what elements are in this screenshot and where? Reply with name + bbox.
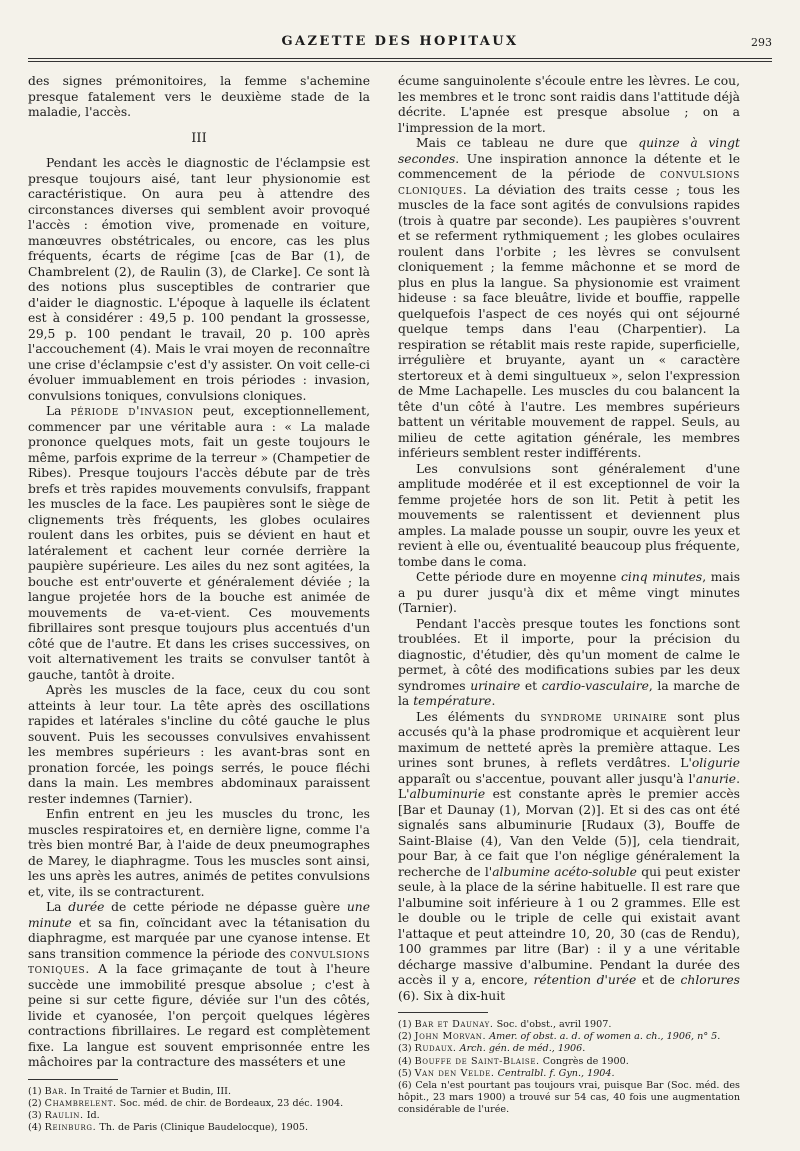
footnote: (1) Bar. In Traité de Tarnier et Budin, III. bbox=[28, 1085, 232, 1097]
paragraph: Pendant les accès le diagnostic de l'éclampsie est presque toujours aisé, tant leur physionomie est caractéristique. On aura peu à attendre des circonstances diverses qui semblent avoir provoqué l'accès : émotion vive, promenade en voiture, manœuvres obstétricales, ou encore, cas les plus fréquents, écarts de régime [cas de Bar (1), de Chambrelent (2), de Raulin (3), de Clarke]. Ce sont là des notions plus susceptibles de contrarier que d'aider le diagnostic. L'époque à laquelle ils éclatent est à considérer : 49,5 p. 100 pendant la grossesse, 29,5 p. 100 pendant le travail, 20 p. 100 après l'accouchement (4). Mais le vrai moyen de reconnaître une crise d'éclampsie c'est d'y assister. On voit celle-ci évoluer immuablement en trois périodes : invasion, convulsions toniques, convulsions cloniques. bbox=[28, 156, 370, 403]
footnote: (6) Cela n'est pourtant pas toujours vrai, puisque Bar (Soc. méd. des hôpit., 23 mars 1900) a trouvé sur 54 cas, 40 fois une augmentation considérable de l'urée. bbox=[398, 1080, 740, 1116]
paragraph: des signes prémonitoires, la femme s'achemine presque fatalement vers le deuxième stade de la maladie, l'accès. bbox=[28, 74, 370, 119]
paragraph: La durée de cette période ne dépasse guère une minute et sa fin, coïncidant avec la tétanisation du diaphragme, est marquée par une cyanose intense. Et sans transition commence la période des convulsions toniques. A la face grimaçante de tout à l'heure succède une immobilité presque absolue ; c'est à peine si sur cette figure, déviée sur l'un des côtés, livide et cyanosée, l'on perçoit quelques légères contractions fibrillaires. Le regard est complètement fixe. La langue est souvent emprisonnée entre les mâchoires par la contracture des masséters et une bbox=[28, 900, 370, 1069]
term: convulsions toniques bbox=[28, 946, 370, 976]
header-rule-top bbox=[28, 58, 772, 59]
footnote: (4) Reinburg. Th. de Paris (Clinique Baudelocque), 1905. bbox=[28, 1122, 309, 1134]
section-number: III bbox=[191, 130, 207, 146]
right-column bbox=[398, 74, 741, 1116]
left-column bbox=[28, 74, 370, 1134]
footnote: (2) Chambrelent. Soc. méd. de chir. de Bordeaux, 23 déc. 1904. bbox=[28, 1097, 344, 1109]
paragraph: Pendant l'accès presque toutes les fonctions sont troublées. Et il importe, pour la précision du diagnostic, d'étudier, dès qu'un moment de calme le permet, à côté des modifications subies par les deux syndromes urinaire et cardio-vasculaire, la marche de la température. bbox=[398, 616, 740, 708]
page-number: 293 bbox=[751, 36, 772, 49]
paragraph: Enfin entrent en jeu les muscles du tronc, les muscles respiratoires et, en dernière ligne, comme l'a très bien montré Bar, à l'aide de deux pneumographes de Marey, le diaphragme. Tous les muscles sont ainsi, les uns après les autres, animés de petites convulsions et, vite, ils se contracturent. bbox=[28, 807, 370, 899]
running-header bbox=[28, 32, 772, 54]
term: syndrome urinaire bbox=[540, 709, 668, 724]
footnotes bbox=[398, 1019, 740, 1117]
header-rule-bottom bbox=[28, 61, 772, 62]
journal-title: GAZETTE DES HOPITAUX bbox=[281, 34, 519, 49]
term: convulsions cloniques bbox=[398, 167, 740, 197]
footnote: (1) Bar et Daunay. Soc. d'obst., avril 1907. bbox=[398, 1019, 612, 1030]
term: période d'invasion bbox=[70, 404, 194, 418]
footnote: (4) Bouffe de Saint-Blaise. Congrès de 1900. bbox=[398, 1055, 629, 1067]
paragraph: Les éléments du syndrome urinaire sont plus accusés qu'à la phase prodromique et acquièrent leur maximum de netteté après la première attaque. Les urines sont brunes, à reflets verdâtres. L'oligurie apparaît ou s'accentue, pouvant aller jusqu'à l'anurie. L'albuminurie est constante après le premier accès [Bar et Daunay (1), Morvan (2)]. Et si des cas ont été signalés sans albuminurie [Rudaux (3), Bouffe de Saint-Blaise (4), Van den Velde (5)], cela tiendrait, pour Bar, à ce fait que l'on néglige généralement la recherche de l'albumine acéto-soluble qui peut exister seule, à la place de la sérine habituelle. Il est rare que l'albumine soit inférieure à 1 ou 2 grammes. Elle est le double ou le triple de celle qui existait avant l'attaque et peut atteindre 10, 20, 30 (cas de Rendu), 100 grammes par litre (Bar) : il y a une véritable décharge massive d'albumine. Pendant la durée des accès il y a, encore, rétention d'urée et de chlorures (6). Six à dix-huit bbox=[398, 709, 741, 1003]
footnote: (2) John Morvan. Amer. of obst. a. d. of women a. ch., 1906, n° 5. bbox=[398, 1031, 721, 1043]
footnotes bbox=[28, 1086, 370, 1135]
paragraph: Mais ce tableau ne dure que quinze à vingt secondes. Une inspiration annonce la détente et le commencement de la période de convulsions cloniques. La déviation des traits cesse ; tous les muscles de la face sont agités de convulsions rapides (trois à quatre par seconde). Les paupières s'ouvrent et se referment rythmiquement ; les globes oculaires roulent dans l'orbite ; les lèvres se convulsent cloniquement ; la femme mâchonne et se mord de plus en plus la langue. Sa physionomie est vraiment hideuse : sa face bleuâtre, livide et bouffie, rappelle quelquefois l'aspect de ces noyés qui ont séjourné quelque temps dans l'eau (Charpentier). La respiration se rétablit mais reste rapide, superficielle, irrégulière et bruyante, ayant un « caractère stertoreux et à demi singultueux », selon l'expression de Mme Lachapelle. Les muscles du cou balancent la tête d'un côté à l'autre. Les membres supérieurs battent un véritable mouvement de rappel. Seuls, au milieu de cette agitation générale, les membres inférieurs semblent rester indifférents. bbox=[398, 136, 740, 460]
footnote: (3) Raulin. Id. bbox=[28, 1109, 100, 1121]
paragraph: Cette période dure en moyenne cinq minutes, mais a pu durer jusqu'à dix et même vingt minutes (Tarnier). bbox=[398, 570, 740, 615]
paragraph: écume sanguinolente s'écoule entre les lèvres. Le cou, les membres et le tronc sont raidis dans l'attitude déjà décrite. L'apnée est presque absolue ; on a l'impression de la mort. bbox=[398, 74, 740, 135]
paragraph: La période d'invasion peut, exceptionnellement, commencer par une véritable aura : « La malade prononce quelques mots, fait un geste toujours le même, parfois exprime de la terreur » (Champetier de Ribes). Presque toujours l'accès débute par de très brefs et très rapides mouvements convulsifs, frappant les muscles de la face. Les paupières sont le siège de clignements très fréquents, les globes oculaires roulent dans les orbites, puis se dévient en haut et latéralement et cachent leur cornée derrière la paupière supérieure. Les ailes du nez sont agitées, la bouche est entr'ouverte et généralement déviée ; la langue projetée hors de la bouche est animée de mouvements de va-et-vient. Ces mouvements fibrillaires sont presque toujours plus accentués d'un côté que de l'autre. Et dans les crises successives, on voit alternativement les traits se convulser tantôt à gauche, tantôt à droite. bbox=[28, 404, 370, 682]
footnote-rule bbox=[398, 1012, 488, 1013]
footnote: (5) Van den Velde. Centralbl. f. Gyn., 1904. bbox=[398, 1067, 615, 1079]
paragraph: Après les muscles de la face, ceux du cou sont atteints à leur tour. La tête après des oscillations rapides et latérales s'incline du côté gauche le plus souvent. Puis les secousses convulsives envahissent les membres supérieurs : les avant-bras sont en pronation forcée, les poings serrés, le pouce fléchi dans la main. Les membres abdominaux paraissent rester indemnes (Tarnier). bbox=[28, 683, 370, 806]
footnote-rule bbox=[28, 1079, 118, 1080]
paragraph: Les convulsions sont généralement d'une amplitude modérée et il est exceptionnel de voir la femme projetée hors de son lit. Petit à petit les mouvements se ralentissent et deviennent plus amples. La malade pousse un soupir, ouvre les yeux et revient à elle ou, éventualité beaucoup plus fréquente, tombe dans le coma. bbox=[398, 461, 740, 569]
footnote: (3) Rudaux. Arch. gén. de méd., 1906. bbox=[398, 1043, 586, 1055]
